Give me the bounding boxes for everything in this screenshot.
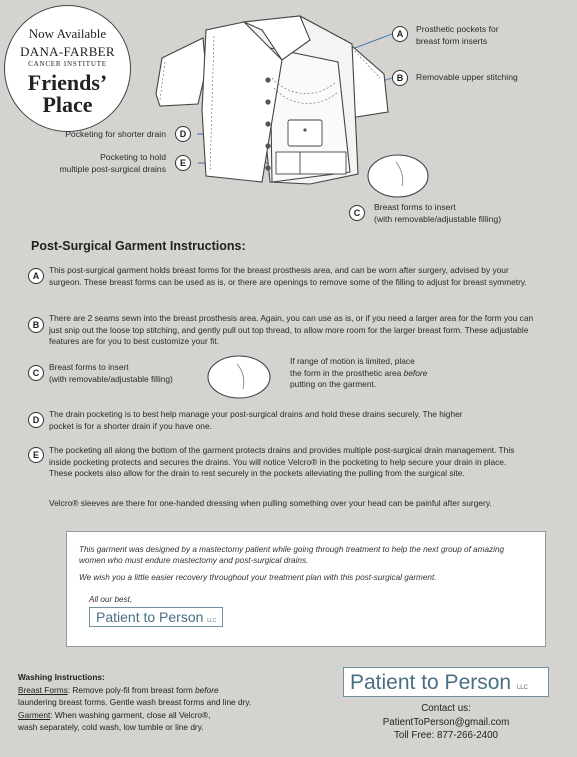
callout-c-label: [374, 202, 501, 225]
callout-e-marker: E: [175, 155, 191, 171]
washing-forms-label: Breast Forms: [18, 684, 68, 695]
contact-logo-text: Patient to Person: [350, 671, 512, 694]
designer-note-box: [66, 531, 546, 647]
note-logo-text: Patient to Person: [96, 609, 204, 625]
callout-c-line1: Breast forms to insert: [374, 202, 456, 212]
instruction-c-note-line1: If range of motion is limited, place: [290, 356, 415, 366]
instruction-d-marker: D: [28, 412, 44, 428]
callout-b-marker: B: [392, 70, 408, 86]
instruction-c-marker: C: [28, 365, 44, 381]
washing-forms-line2: laundering breast forms. Gentle wash breast forms and line dry.: [18, 697, 252, 708]
badge-place: Place: [42, 92, 93, 117]
contact-logo-suffix: LLC: [516, 685, 528, 691]
washing-garment-line2: wash separately, cold wash, low tumble or line dry.: [18, 722, 204, 733]
callout-d-marker: D: [175, 126, 191, 142]
designer-note-signoff: All our best,: [89, 595, 133, 604]
badge-now-available: Now Available: [28, 26, 107, 41]
contact-logo: [343, 667, 549, 697]
contact-phone[interactable]: Toll Free: 877-266-2400: [393, 730, 499, 741]
callout-a-line1: Prosthetic pockets for: [416, 24, 499, 34]
badge-dana-farber: DANA-FARBER: [20, 44, 115, 59]
instruction-c-note-line2a: the form in the prosthetic area: [290, 367, 404, 378]
callout-d-label: Pocketing for shorter drain: [65, 129, 166, 139]
washing-instructions: [18, 671, 318, 734]
callout-c-marker: C: [349, 205, 365, 221]
instruction-c-note: [290, 356, 427, 391]
contact-heading: Contact us:: [421, 703, 471, 714]
note-logo-suffix: LLC: [207, 618, 217, 624]
instruction-c-label-line2: (with removable/adjustable filling): [49, 373, 173, 384]
washing-garment-label: Garment: [18, 709, 51, 720]
washing-forms-line1: [18, 684, 318, 697]
callout-e-label: [20, 152, 166, 175]
callout-b-label: Removable upper stitching: [416, 72, 518, 82]
note-logo: [89, 607, 223, 627]
instruction-c-note-line3: putting on the garment.: [290, 379, 377, 390]
contact-email[interactable]: PatientToPerson@gmail.com: [382, 716, 510, 728]
callout-e-line1: Pocketing to hold: [100, 152, 166, 162]
instruction-c-label-line1: Breast forms to insert: [49, 362, 129, 372]
callout-a-marker: A: [392, 26, 408, 42]
instruction-e-velcro: Velcro® sleeves are there for one-handed dressing when pulling something over your head can be painful after surgery.: [49, 498, 492, 508]
instruction-d-text: The drain pocketing is to best help manage your post-surgical drains and hold these drains securely. The higher pocket is for a shorter drain if you have one.: [49, 409, 463, 431]
washing-title: Washing Instructions:: [18, 672, 105, 682]
instruction-a-marker: A: [28, 268, 44, 284]
callout-e-line2: multiple post-surgical drains: [59, 163, 166, 174]
callout-c-line2: (with removable/adjustable filling): [374, 213, 502, 224]
breast-form-image: [206, 354, 272, 400]
washing-forms-text1: : Remove poly-fil from breast form: [67, 684, 196, 695]
instruction-c-note-line2: [290, 368, 427, 380]
designer-note-p1: This garment was designed by a mastectomy patient while going through treatment to help the next group of amazing women who must endure mastectomy and post-surgical drains.: [79, 545, 505, 565]
instruction-c-note-emphasis: before: [403, 367, 428, 378]
contact-info: [343, 702, 549, 743]
badge-cancer-institute: CANCER INSTITUTE: [28, 60, 107, 68]
washing-forms-emphasis: before: [195, 684, 219, 695]
instruction-c-label: [49, 362, 173, 385]
instruction-e-marker: E: [28, 447, 44, 463]
instruction-b-text: There are 2 seams sewn into the breast prosthesis area. Again, you can use as is, or if you need a larger area for the form you can just snip out the loose top stitching, and gently pull out top thread, to allow more room for the larger breast form. These adjustable features are for you to best customize your fit.: [49, 313, 534, 347]
instruction-a-text: This post-surgical garment holds breast forms for the breast prosthesis area, and can be worn after surgery, advised by your surgeon. These breast forms can be used as is, or there are openings to remove some of the filling to adjust for breast symmetry.: [49, 265, 527, 287]
instruction-e-text: The pocketing all along the bottom of the garment protects drains and provides multiple post-surgical drain management. This inside pocketing protects and secures the drains. You will notice Velcro® in the pocketing to help secure your drain in place. These pockets also allow for the drain to rest securely in the pockets alleviating the pulling from the surgical site.: [49, 445, 515, 479]
badge-friends: Friends’: [27, 70, 108, 95]
designer-note-p2: We wish you a little easier recovery throughout your treatment plan with this post-surgical garment.: [79, 573, 437, 582]
instructions-title: Post-Surgical Garment Instructions:: [31, 239, 246, 253]
callout-a-label: [416, 24, 499, 47]
washing-garment-text1: : When washing garment, close all Velcro®,: [50, 709, 211, 720]
callout-a-line2: breast form inserts: [416, 35, 488, 46]
instruction-b-marker: B: [28, 317, 44, 333]
washing-garment-line1: [18, 709, 318, 722]
